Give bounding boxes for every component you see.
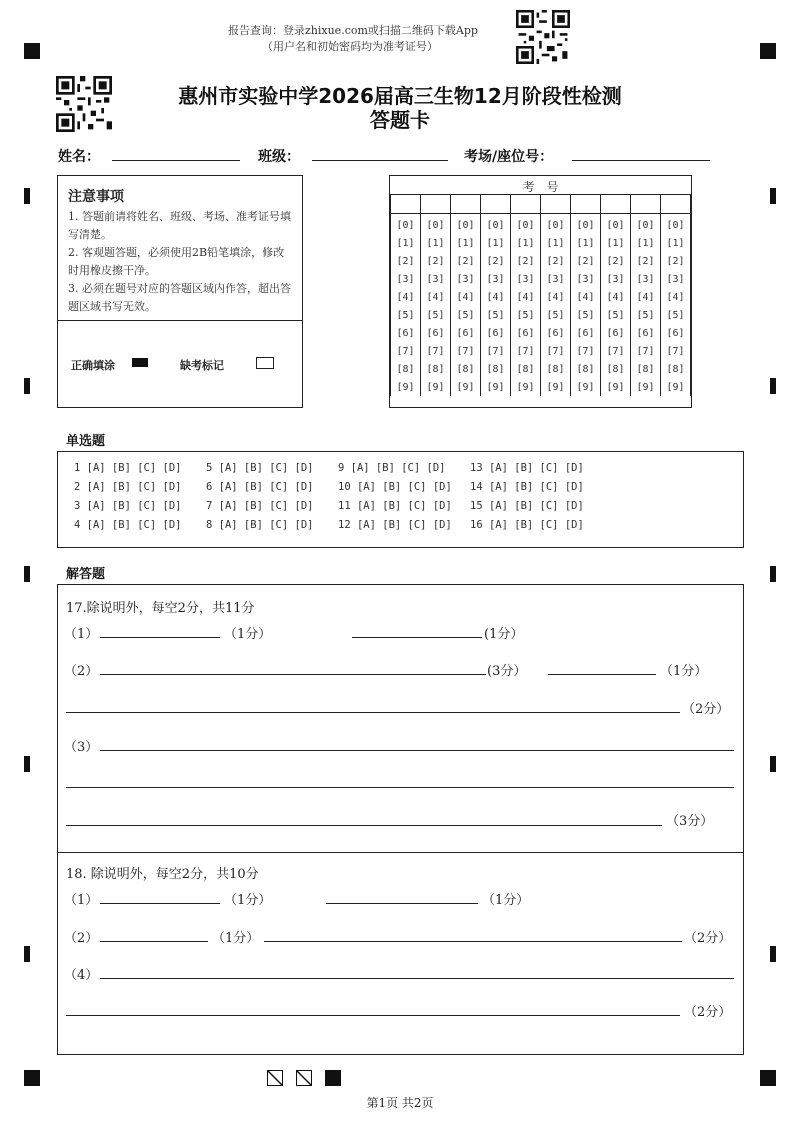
exam-digit-bubble[interactable]: [0] — [541, 212, 571, 234]
mc-cell[interactable]: 6 [A] [B] [C] [D] — [206, 481, 314, 493]
exam-digit-bubble[interactable]: [7] — [631, 342, 661, 360]
exam-digit-bubble[interactable]: [9] — [481, 378, 511, 396]
exam-digit-bubble[interactable]: [1] — [451, 234, 481, 252]
mc-cell[interactable]: 15 [A] [B] [C] [D] — [470, 500, 584, 512]
exam-digit-bubble[interactable]: [5] — [391, 306, 421, 324]
exam-digit-bubble[interactable]: [0] — [631, 212, 661, 234]
q17-part2-blank-a[interactable] — [100, 674, 486, 675]
exam-digit-bubble[interactable]: [6] — [511, 324, 541, 342]
exam-digit-bubble[interactable]: [7] — [601, 342, 631, 360]
exam-digit-bubble[interactable]: [3] — [511, 270, 541, 288]
exam-digit-bubble[interactable]: [1] — [571, 234, 601, 252]
q18-part1-score-b: （1分） — [482, 893, 530, 908]
single-choice-box — [57, 451, 744, 548]
exam-digit-bubble[interactable]: [0] — [571, 212, 601, 234]
class-label: 班级： — [258, 149, 300, 165]
timing-mark-left-3 — [24, 566, 30, 582]
exam-digit-bubble[interactable]: [8] — [451, 360, 481, 378]
notes-title: 注意事项 — [68, 189, 124, 205]
exam-digit-bubble[interactable]: [2] — [421, 252, 451, 270]
exam-digit-bubble[interactable]: [4] — [511, 288, 541, 306]
q18-title: 18. 除说明外，每空2分，共10分 — [66, 867, 259, 882]
mc-cell[interactable]: 8 [A] [B] [C] [D] — [206, 519, 314, 531]
page-number: 第1页 共2页 — [366, 1096, 434, 1110]
q18-part2-score-b: （2分） — [684, 931, 732, 946]
exam-number-write-cell[interactable] — [511, 194, 541, 212]
timing-mark-right-5 — [770, 946, 776, 962]
answers-title: 解答题 — [66, 567, 106, 582]
mc-row-3[interactable] — [74, 500, 602, 512]
q17-part2-score-a: (3分） — [487, 664, 527, 679]
exam-digit-bubble[interactable]: [2] — [391, 252, 421, 270]
exam-digit-bubble[interactable]: [5] — [511, 306, 541, 324]
mc-row-2[interactable] — [74, 481, 602, 493]
q17-part1-blank-a[interactable] — [100, 637, 220, 638]
q18-part2-label: （2） — [64, 931, 99, 946]
mc-cell[interactable]: 9 [A] [B] [C] [D] — [338, 462, 446, 474]
exam-digit-bubble[interactable]: [2] — [511, 252, 541, 270]
q17-part2-blank-c[interactable] — [66, 712, 680, 713]
q17-part2-score-c: （2分） — [682, 702, 730, 717]
exam-digit-bubble[interactable]: [1] — [391, 234, 421, 252]
exam-digit-bubble[interactable]: [1] — [511, 234, 541, 252]
exam-digit-bubble[interactable]: [1] — [421, 234, 451, 252]
class-field[interactable] — [312, 160, 448, 161]
timing-mark-right-4 — [770, 756, 776, 772]
notes-divider — [58, 320, 302, 321]
q17-part3-blank-c[interactable] — [66, 825, 662, 826]
exam-digit-bubble[interactable]: [4] — [661, 288, 691, 306]
mc-cell[interactable]: 12 [A] [B] [C] [D] — [338, 519, 452, 531]
exam-number-grid[interactable] — [390, 194, 691, 396]
timing-mark-left-5 — [24, 946, 30, 962]
exam-digit-bubble[interactable]: [7] — [391, 342, 421, 360]
exam-digit-bubble[interactable]: [9] — [391, 378, 421, 396]
mc-cell[interactable]: 7 [A] [B] [C] [D] — [206, 500, 314, 512]
q17-part1-score-b: (1分） — [484, 627, 524, 642]
exam-digit-bubble[interactable]: [5] — [571, 306, 601, 324]
exam-digit-bubble[interactable]: [5] — [421, 306, 451, 324]
exam-digit-bubble[interactable]: [2] — [481, 252, 511, 270]
exam-digit-bubble[interactable]: [6] — [391, 324, 421, 342]
timing-mark-left-1 — [24, 188, 30, 204]
q17-part2-label: （2） — [64, 664, 99, 679]
exam-title: 惠州市实验中学2026届高三生物12月阶段性检测 — [178, 84, 622, 108]
mc-cell[interactable]: 4 [A] [B] [C] [D] — [74, 519, 182, 531]
exam-digit-bubble[interactable]: [0] — [451, 212, 481, 234]
exam-number-write-cell[interactable] — [481, 194, 511, 212]
exam-number-write-cell[interactable] — [631, 194, 661, 212]
exam-digit-bubble[interactable]: [8] — [421, 360, 451, 378]
exam-digit-bubble[interactable]: [9] — [601, 378, 631, 396]
exam-digit-bubble[interactable]: [3] — [631, 270, 661, 288]
corner-mark-top-left — [24, 43, 40, 59]
q17-part2-blank-b[interactable] — [548, 674, 656, 675]
mc-cell[interactable]: 3 [A] [B] [C] [D] — [74, 500, 182, 512]
exam-digit-bubble[interactable]: [8] — [571, 360, 601, 378]
q18-part1-score-a: （1分） — [224, 893, 272, 908]
exam-digit-bubble[interactable]: [9] — [451, 378, 481, 396]
mc-cell[interactable]: 5 [A] [B] [C] [D] — [206, 462, 314, 474]
timing-mark-right-3 — [770, 566, 776, 582]
exam-digit-bubble[interactable]: [3] — [451, 270, 481, 288]
answer-sheet-title: 答题卡 — [370, 108, 430, 132]
exam-digit-bubble[interactable]: [9] — [631, 378, 661, 396]
timing-mark-left-2 — [24, 378, 30, 394]
mc-cell[interactable]: 1 [A] [B] [C] [D] — [74, 462, 182, 474]
notes-item-2: 2. 客观题答题，必须使用2B铅笔填涂，修改时用橡皮擦干净。 — [68, 246, 285, 277]
page-mark-filled — [325, 1070, 341, 1086]
exam-digit-bubble[interactable]: [0] — [421, 212, 451, 234]
notes-item-3: 3. 必须在题号对应的答题区域内作答，超出答题区域书写无效。 — [68, 282, 291, 313]
exam-digit-bubble[interactable]: [1] — [631, 234, 661, 252]
timing-mark-left-4 — [24, 756, 30, 772]
exam-digit-bubble[interactable]: [9] — [661, 378, 691, 396]
mc-cell[interactable]: 14 [A] [B] [C] [D] — [470, 481, 584, 493]
absent-mark-checkbox[interactable] — [256, 357, 274, 369]
exam-digit-bubble[interactable]: [6] — [421, 324, 451, 342]
mc-cell[interactable]: 13 [A] [B] [C] [D] — [470, 462, 584, 474]
exam-number-write-cell[interactable] — [661, 194, 691, 212]
mc-row-1[interactable] — [74, 462, 602, 474]
answers-box — [57, 584, 744, 1055]
exam-digit-bubble[interactable]: [3] — [421, 270, 451, 288]
q17-part1-blank-b[interactable] — [352, 637, 482, 638]
q18-part1-blank-b[interactable] — [326, 903, 478, 904]
name-field[interactable] — [112, 160, 240, 161]
q18-part4-blank-a[interactable] — [100, 978, 734, 979]
seat-label: 考场/座位号： — [464, 149, 554, 165]
page-mark-slash-icon — [267, 1070, 283, 1086]
q17-part1-label: （1） — [64, 627, 99, 642]
exam-digit-bubble[interactable]: [4] — [601, 288, 631, 306]
exam-digit-bubble[interactable]: [7] — [451, 342, 481, 360]
exam-digit-bubble[interactable]: [2] — [631, 252, 661, 270]
exam-digit-bubble[interactable]: [4] — [571, 288, 601, 306]
correct-fill-label: 正确填涂 — [71, 359, 115, 372]
q17-part3-score: （3分） — [666, 814, 714, 829]
exam-digit-bubble[interactable]: [7] — [511, 342, 541, 360]
exam-digit-bubble[interactable]: [7] — [661, 342, 691, 360]
report-query-line: 报告查询：登录zhixue.com或扫描二维码下载App — [228, 24, 478, 37]
exam-digit-bubble[interactable]: [5] — [661, 306, 691, 324]
exam-digit-bubble[interactable]: [9] — [421, 378, 451, 396]
exam-digit-bubble[interactable]: [9] — [511, 378, 541, 396]
exam-digit-bubble[interactable]: [8] — [391, 360, 421, 378]
single-choice-title: 单选题 — [66, 434, 106, 449]
exam-digit-bubble[interactable]: [4] — [421, 288, 451, 306]
exam-number-write-cell[interactable] — [391, 194, 421, 212]
exam-digit-bubble[interactable]: [1] — [481, 234, 511, 252]
exam-digit-bubble[interactable]: [0] — [511, 212, 541, 234]
qr-code-icon[interactable] — [516, 10, 570, 64]
exam-digit-bubble[interactable]: [5] — [481, 306, 511, 324]
correct-fill-sample — [132, 358, 148, 367]
mc-cell[interactable]: 16 [A] [B] [C] [D] — [470, 519, 584, 531]
corner-mark-bottom-right — [760, 1070, 776, 1086]
exam-digit-bubble[interactable]: [5] — [631, 306, 661, 324]
mc-cell[interactable]: 2 [A] [B] [C] [D] — [74, 481, 182, 493]
exam-digit-bubble[interactable]: [3] — [661, 270, 691, 288]
exam-digit-bubble[interactable]: [5] — [451, 306, 481, 324]
report-query-note: （用户名和初始密码均为准考证号） — [262, 40, 438, 53]
exam-number-write-cell[interactable] — [571, 194, 601, 212]
q18-part4-blank-b[interactable] — [66, 1015, 680, 1016]
q18-part2-score-a: （1分） — [212, 931, 260, 946]
exam-digit-bubble[interactable]: [6] — [541, 324, 571, 342]
exam-digit-bubble[interactable]: [0] — [601, 212, 631, 234]
exam-digit-bubble[interactable]: [8] — [511, 360, 541, 378]
exam-digit-bubble[interactable]: [2] — [601, 252, 631, 270]
exam-digit-bubble[interactable]: [1] — [661, 234, 691, 252]
q17-part2-score-b: （1分） — [660, 664, 708, 679]
exam-digit-bubble[interactable]: [8] — [481, 360, 511, 378]
notes-box — [57, 175, 303, 408]
exam-digit-bubble[interactable]: [9] — [541, 378, 571, 396]
q18-part2-blank-a[interactable] — [100, 941, 208, 942]
exam-digit-bubble[interactable]: [1] — [541, 234, 571, 252]
exam-digit-bubble[interactable]: [4] — [631, 288, 661, 306]
exam-digit-bubble[interactable]: [0] — [391, 212, 421, 234]
q18-part1-blank-a[interactable] — [100, 903, 220, 904]
exam-digit-bubble[interactable]: [4] — [451, 288, 481, 306]
mc-cell[interactable]: 11 [A] [B] [C] [D] — [338, 500, 452, 512]
q18-part4-label: （4） — [64, 968, 99, 983]
exam-digit-bubble[interactable]: [2] — [541, 252, 571, 270]
exam-digit-bubble[interactable]: [2] — [661, 252, 691, 270]
mc-cell[interactable]: 10 [A] [B] [C] [D] — [338, 481, 452, 493]
exam-digit-bubble[interactable]: [6] — [661, 324, 691, 342]
q18-part4-score: （2分） — [684, 1005, 732, 1020]
exam-number-write-cell[interactable] — [421, 194, 451, 212]
exam-number-write-cell[interactable] — [451, 194, 481, 212]
exam-digit-bubble[interactable]: [8] — [601, 360, 631, 378]
exam-digit-bubble[interactable]: [8] — [541, 360, 571, 378]
exam-digit-bubble[interactable]: [0] — [481, 212, 511, 234]
exam-digit-bubble[interactable]: [7] — [481, 342, 511, 360]
exam-number-write-cell[interactable] — [601, 194, 631, 212]
corner-mark-top-right — [760, 43, 776, 59]
exam-digit-bubble[interactable]: [5] — [601, 306, 631, 324]
exam-digit-bubble[interactable]: [5] — [541, 306, 571, 324]
exam-digit-bubble[interactable]: [7] — [541, 342, 571, 360]
exam-digit-bubble[interactable]: [6] — [571, 324, 601, 342]
exam-digit-bubble[interactable]: [3] — [481, 270, 511, 288]
seat-field[interactable] — [572, 160, 710, 161]
exam-digit-bubble[interactable]: [3] — [571, 270, 601, 288]
absent-mark-label: 缺考标记 — [180, 359, 224, 372]
exam-digit-bubble[interactable]: [2] — [571, 252, 601, 270]
exam-digit-bubble[interactable]: [0] — [661, 212, 691, 234]
q18-part1-label: （1） — [64, 893, 99, 908]
exam-digit-bubble[interactable]: [1] — [601, 234, 631, 252]
page-mark-slash-icon — [296, 1070, 312, 1086]
exam-digit-bubble[interactable]: [4] — [391, 288, 421, 306]
timing-mark-right-2 — [770, 378, 776, 394]
exam-digit-bubble[interactable]: [2] — [451, 252, 481, 270]
q17-q18-divider — [58, 852, 743, 853]
exam-number-box — [389, 175, 692, 408]
exam-digit-bubble[interactable]: [4] — [481, 288, 511, 306]
exam-digit-bubble[interactable]: [6] — [451, 324, 481, 342]
q17-title: 17.除说明外，每空2分，共11分 — [66, 601, 255, 616]
timing-mark-right-1 — [770, 188, 776, 204]
exam-digit-bubble[interactable]: [3] — [391, 270, 421, 288]
exam-digit-bubble[interactable]: [6] — [601, 324, 631, 342]
mc-row-4[interactable] — [74, 519, 602, 531]
q17-part1-score-a: （1分） — [224, 627, 272, 642]
exam-digit-bubble[interactable]: [3] — [601, 270, 631, 288]
exam-digit-bubble[interactable]: [3] — [541, 270, 571, 288]
corner-mark-bottom-left — [24, 1070, 40, 1086]
exam-digit-bubble[interactable]: [6] — [481, 324, 511, 342]
q17-part3-blank-a[interactable] — [100, 750, 734, 751]
q17-part3-label: （3） — [64, 740, 99, 755]
exam-digit-bubble[interactable]: [9] — [571, 378, 601, 396]
q17-part3-blank-b[interactable] — [66, 787, 734, 788]
exam-digit-bubble[interactable]: [7] — [571, 342, 601, 360]
name-label: 姓名： — [58, 149, 100, 165]
exam-number-header: 考 号 — [522, 180, 559, 194]
q18-part2-blank-b[interactable] — [264, 941, 682, 942]
exam-digit-bubble[interactable]: [7] — [421, 342, 451, 360]
exam-digit-bubble[interactable]: [4] — [541, 288, 571, 306]
exam-digit-bubble[interactable]: [8] — [661, 360, 691, 378]
notes-item-1: 1. 答题前请将姓名、班级、考场、准考证号填写清楚。 — [68, 210, 291, 241]
exam-number-write-cell[interactable] — [541, 194, 571, 212]
exam-digit-bubble[interactable]: [6] — [631, 324, 661, 342]
exam-digit-bubble[interactable]: [8] — [631, 360, 661, 378]
